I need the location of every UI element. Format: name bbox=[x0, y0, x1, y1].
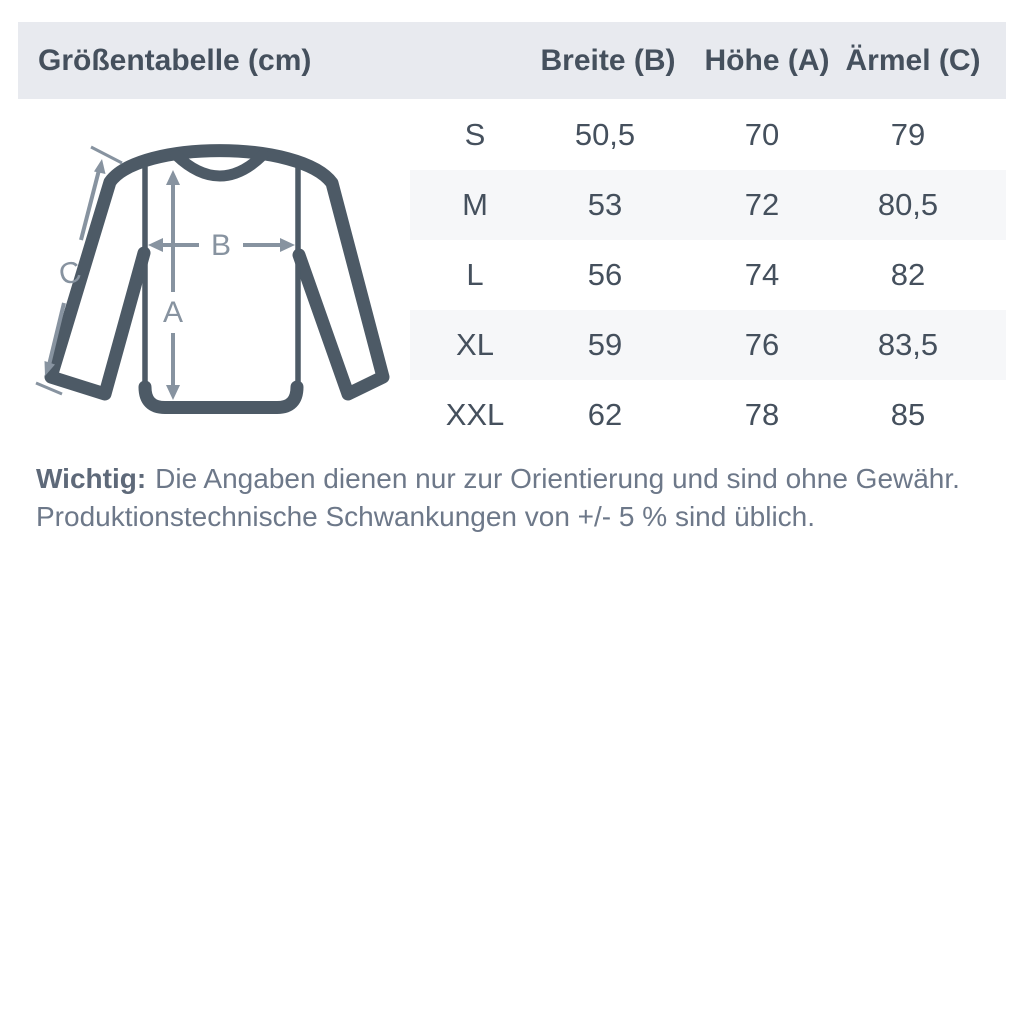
page-title: Größentabelle (cm) bbox=[38, 43, 312, 77]
sweater-outline-icon bbox=[51, 151, 383, 408]
size-label: M bbox=[462, 187, 488, 222]
hoehe-value: 74 bbox=[744, 257, 780, 292]
sweater-diagram bbox=[22, 136, 407, 426]
aermel-value: 85 bbox=[890, 397, 926, 432]
size-label: XXL bbox=[445, 397, 505, 432]
breite-value: 56 bbox=[587, 257, 623, 292]
dimension-label-a: A bbox=[162, 296, 184, 329]
dimension-label-c: C bbox=[55, 254, 85, 293]
column-header-hoehe: Höhe (A) bbox=[704, 43, 830, 77]
aermel-value: 79 bbox=[890, 117, 926, 152]
table-row bbox=[410, 240, 1006, 310]
table-row bbox=[410, 310, 1006, 380]
table-row bbox=[410, 170, 1006, 240]
hoehe-value: 78 bbox=[744, 397, 780, 432]
breite-value: 59 bbox=[587, 327, 623, 362]
aermel-value: 82 bbox=[890, 257, 926, 292]
aermel-value: 80,5 bbox=[877, 187, 939, 222]
dimension-label-b: B bbox=[210, 229, 232, 262]
breite-value: 53 bbox=[587, 187, 623, 222]
column-header-aermel: Ärmel (C) bbox=[845, 43, 981, 77]
size-label: XL bbox=[456, 327, 494, 362]
size-table bbox=[410, 100, 1006, 450]
disclaimer-line2: Produktionstechnische Schwankungen von +/- 5 % sind üblich. bbox=[36, 501, 816, 532]
hoehe-value: 72 bbox=[744, 187, 780, 222]
aermel-value: 83,5 bbox=[877, 327, 939, 362]
breite-value: 50,5 bbox=[574, 117, 636, 152]
hoehe-value: 76 bbox=[744, 327, 780, 362]
breite-value: 62 bbox=[587, 397, 623, 432]
disclaimer-label: Wichtig: bbox=[36, 463, 147, 494]
disclaimer-line1: Die Angaben dienen nur zur Orientierung und sind ohne Gewähr. bbox=[155, 463, 960, 494]
column-header-breite: Breite (B) bbox=[540, 43, 676, 77]
table-header-bar bbox=[18, 22, 1006, 99]
disclaimer-note bbox=[36, 460, 996, 536]
size-label: S bbox=[464, 117, 486, 152]
table-row bbox=[410, 380, 1006, 450]
size-label: L bbox=[466, 257, 484, 292]
table-row bbox=[410, 100, 1006, 170]
hoehe-value: 70 bbox=[744, 117, 780, 152]
